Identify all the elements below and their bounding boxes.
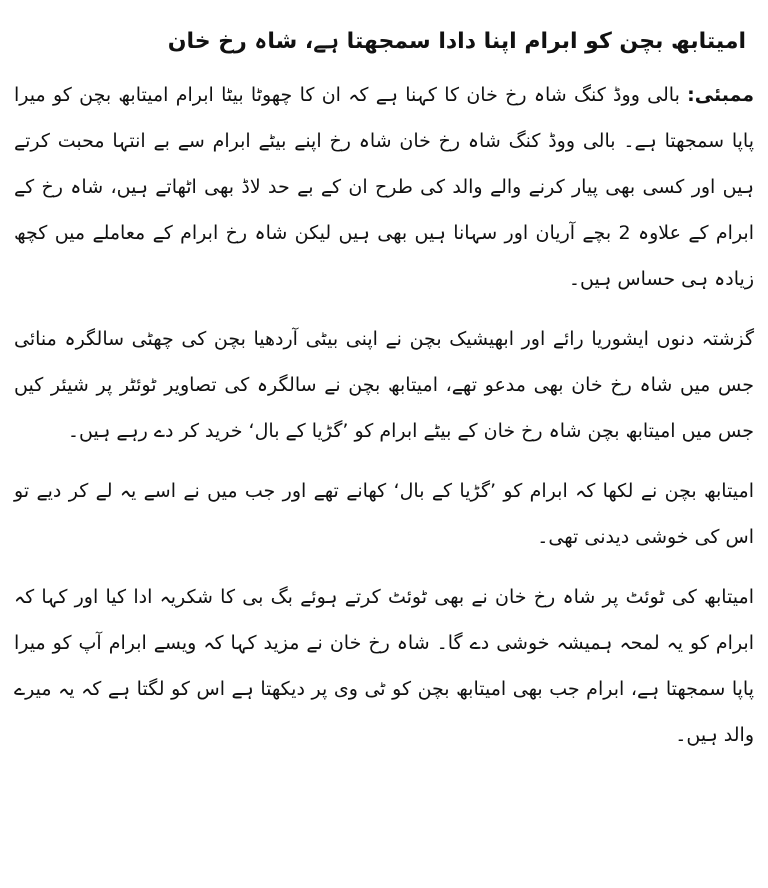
dateline: ممبئی: (687, 84, 754, 106)
paragraph-1-text: بالی ووڈ کنگ شاہ رخ خان کا کہنا ہے کہ ان کا چھوٹا بیٹا ابرام امیتابھ بچن کو میرا پاپا سمجھتا ہے۔ بالی ووڈ کنگ شاہ رخ خان شاہ رخ اپنے بیٹے ابرام سے بے انتہا محبت کرتے ہیں اور کسی بھی پیار کرنے والے والد کی طرح ان کے بے حد لاڈ بھی اٹھاتے ہیں، شاہ رخ کے ابرام کے علاوہ 2 بچے آریان اور سہانا ہیں بھی ہیں لیکن شاہ رخ ابرام کے معاملے میں کچھ زیادہ ہی حساس ہیں۔ (14, 84, 755, 290)
article-paragraph-4: امیتابھ کی ٹوئٹ پر شاہ رخ خان نے بھی ٹوئٹ کرتے ہوئے بگ بی کا شکریہ ادا کیا اور کہا کہ ابرام کو یہ لمحہ ہمیشہ خوشی دے گا۔ شاہ رخ خان نے مزید کہا کہ ویسے ابرام آپ کو میرا پاپا سمجھتا ہے، ابرام جب بھی امیتابھ بچن کو ٹی وی پر دیکھتا ہے اس کو لگتا ہے کہ یہ میرے والد ہیں۔ (14, 586, 754, 746)
article-title: امیتابھ بچن کو ابرام اپنا دادا سمجھتا ہے، شاہ رخ خان (167, 29, 746, 54)
article-paragraph-2: گزشتہ دنوں ایشوریا رائے اور ابھیشیک بچن نے اپنی بیٹی آردھیا بچن کی چھٹی سالگرہ منائی جس میں شاہ رخ خان بھی مدعو تھے، امیتابھ بچن نے سالگرہ کی تصاویر ٹوئٹر پر شیئر کیں جس میں امیتابھ بچن شاہ رخ خان کے بیٹے ابرام کو ’گڑیا کے بال‘ خرید کر دے رہے ہیں۔ (14, 328, 754, 442)
article-paragraph-1 (14, 72, 754, 302)
article (14, 0, 754, 758)
article-paragraph-3: امیتابھ بچن نے لکھا کہ ابرام کو ’گڑیا کے بال‘ کھانے تھے اور جب میں نے اسے یہ لے کر دیے تو اس کی خوشی دیدنی تھی۔ (14, 480, 754, 548)
